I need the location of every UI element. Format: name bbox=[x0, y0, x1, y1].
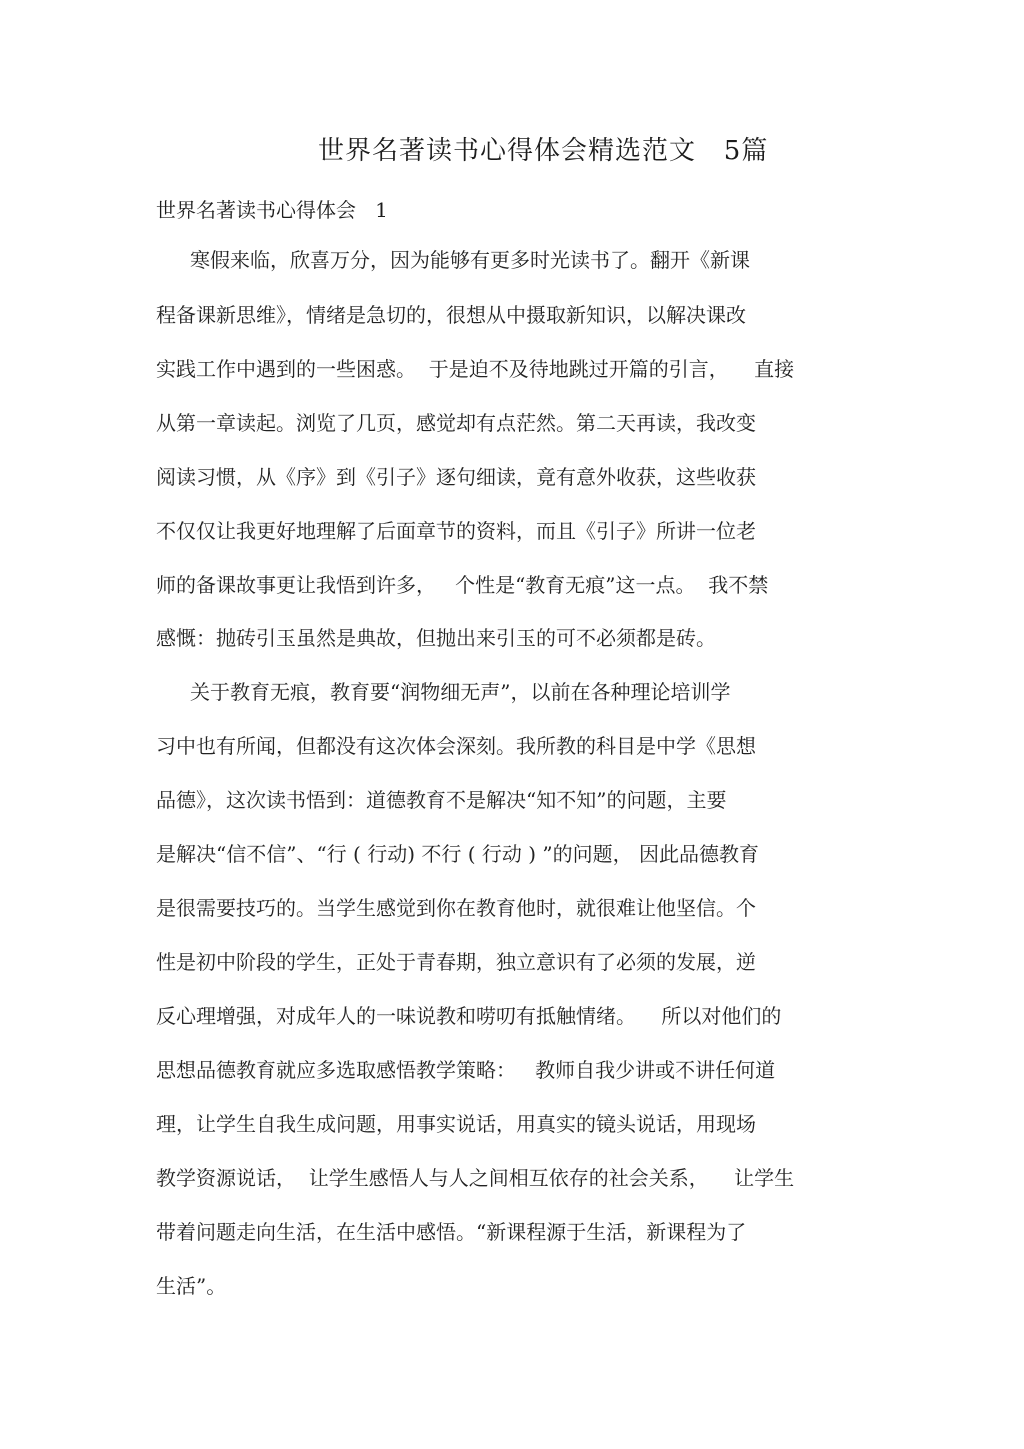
paragraph-line: 生活”。 bbox=[156, 1274, 227, 1298]
paragraph-line: 教学资源说话， 让学生感悟人与人之间相互依存的社会关系， 让学生 bbox=[156, 1166, 795, 1190]
paragraph-line: 从第一章读起。浏览了几页，感觉却有点茫然。第二天再读，我改变 bbox=[156, 411, 756, 435]
paragraph-line: 实践工作中遇到的一些困惑。 于是迫不及待地跳过开篇的引言， 直接 bbox=[156, 357, 795, 381]
paragraph-line: 程备课新思维》，情绪是急切的，很想从中摄取新知识，以解决课改 bbox=[156, 303, 746, 327]
paragraph-line: 感慨：抛砖引玉虽然是典故，但抛出来引玉的可不必须都是砖。 bbox=[156, 626, 716, 650]
paragraph-line: 反心理增强，对成年人的一味说教和唠叨有抵触情绪。 所以对他们的 bbox=[156, 1004, 782, 1028]
paragraph-line: 关于教育无痕，教育要“润物细无声”，以前在各种理论培训学 bbox=[190, 680, 731, 704]
document-title: 世界名著读书心得体会精选范文 5篇 bbox=[318, 136, 769, 166]
paragraph-line: 带着问题走向生活，在生活中感悟。“新课程源于生活，新课程为了 bbox=[156, 1220, 747, 1244]
paragraph-line: 是解决“信不信”、“行 ( 行动) 不行 ( 行动 ) ”的问题， 因此品德教育 bbox=[156, 842, 759, 866]
paragraph-line: 师的备课故事更让我悟到许多， 个性是“教育无痕”这一点。 我不禁 bbox=[156, 573, 769, 597]
paragraph-line: 理，让学生自我生成问题，用事实说话，用真实的镜头说话，用现场 bbox=[156, 1112, 756, 1136]
paragraph-line: 是很需要技巧的。当学生感觉到你在教育他时，就很难让他坚信。个 bbox=[156, 896, 756, 920]
paragraph-line: 品德》，这次读书悟到：道德教育不是解决“知不知”的问题，主要 bbox=[156, 788, 727, 812]
paragraph-line: 寒假来临，欣喜万分，因为能够有更多时光读书了。翻开《新课 bbox=[190, 248, 750, 272]
paragraph-line: 思想品德教育就应多选取感悟教学策略： 教师自我少讲或不讲任何道 bbox=[156, 1058, 776, 1082]
paragraph-line: 性是初中阶段的学生，正处于青春期，独立意识有了必须的发展，逆 bbox=[156, 950, 756, 974]
section-heading: 世界名著读书心得体会 1 bbox=[156, 198, 388, 222]
paragraph-line: 习中也有所闻，但都没有这次体会深刻。我所教的科目是中学《思想 bbox=[156, 734, 756, 758]
paragraph-line: 不仅仅让我更好地理解了后面章节的资料，而且《引子》所讲一位老 bbox=[156, 519, 756, 543]
paragraph-line: 阅读习惯，从《序》到《引子》逐句细读，竟有意外收获，这些收获 bbox=[156, 465, 756, 489]
